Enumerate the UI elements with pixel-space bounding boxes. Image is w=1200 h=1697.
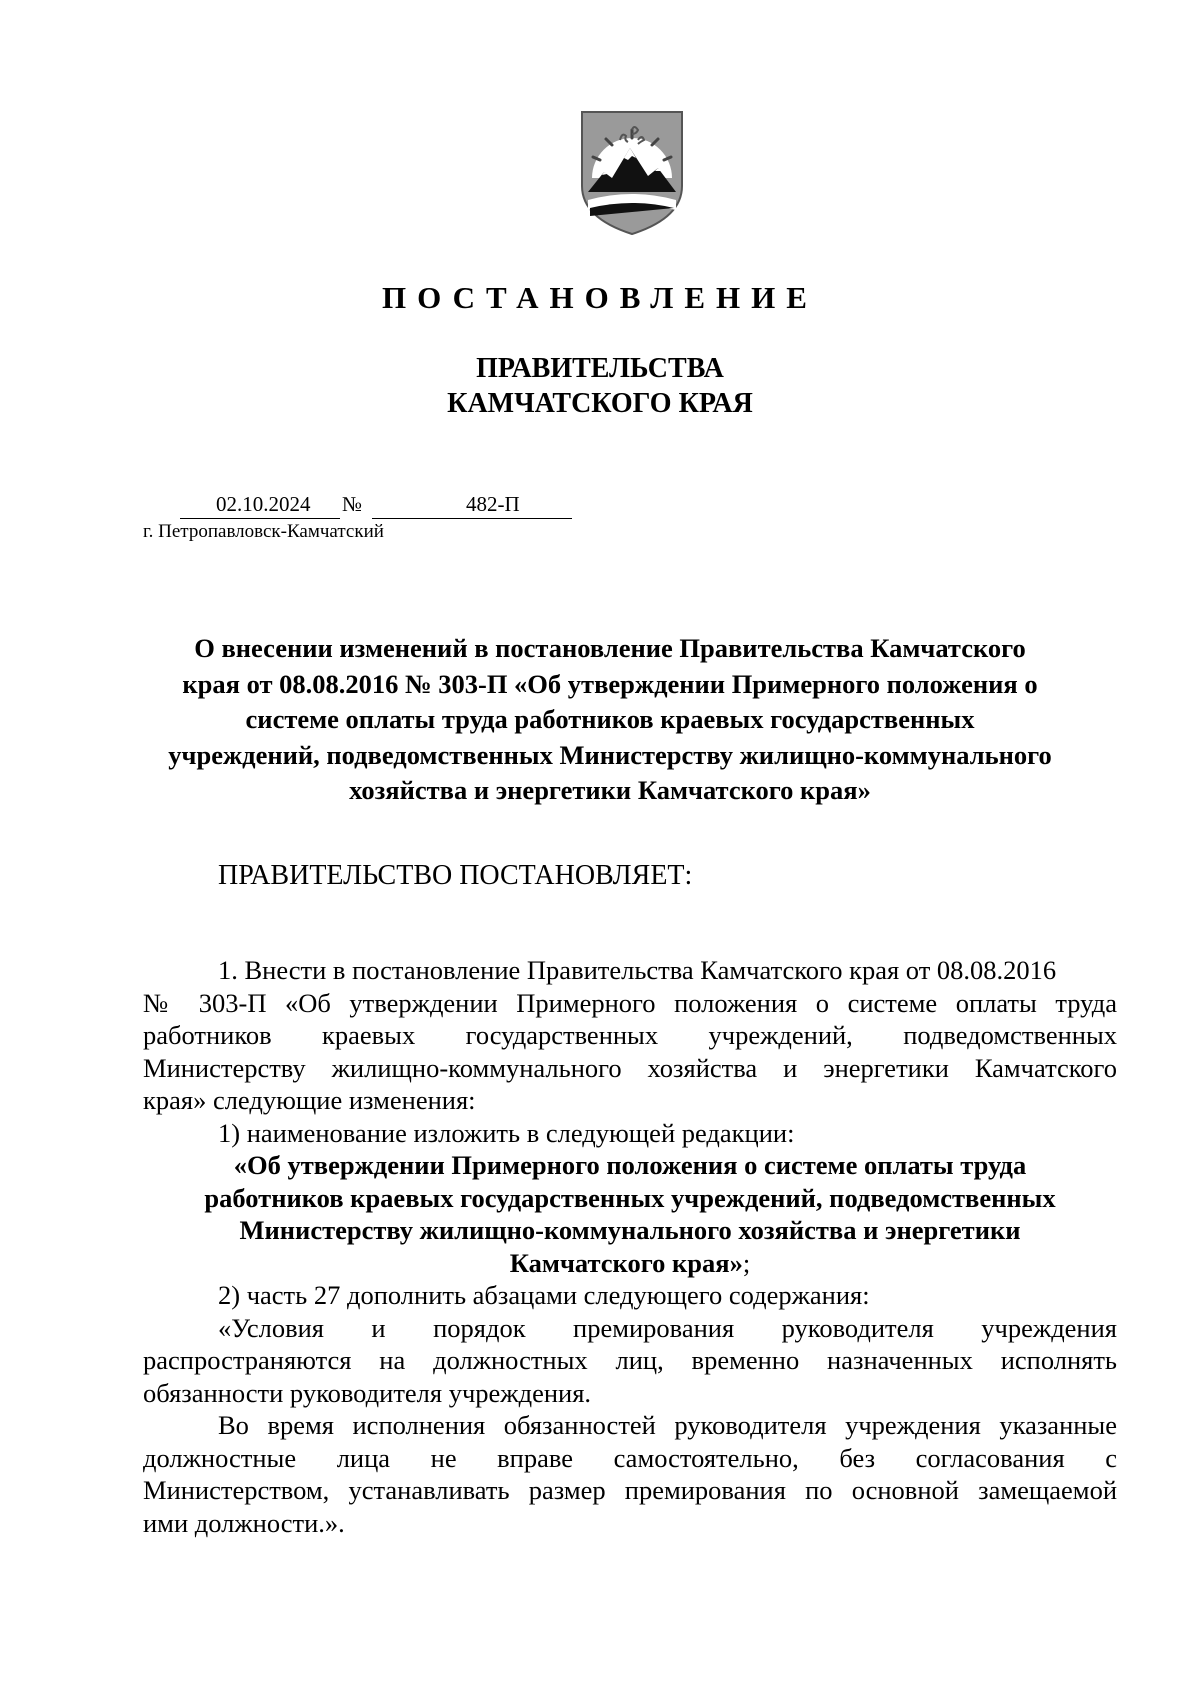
date-number-row (180, 492, 600, 522)
heading-line: края от 08.08.2016 № 303-П «Об утверждении Примерного положения о (182, 668, 1038, 699)
decree-phrase: ПРАВИТЕЛЬСТВО ПОСТАНОВЛЯЕТ: (218, 860, 693, 891)
para-1-line: обязанности руководителя учреждения. (143, 1377, 592, 1408)
heading-line: системе оплаты труда работников краевых государственных (245, 704, 975, 734)
quote-line: Министерству жилищно-коммунального хозяйства и энергетики (239, 1215, 1021, 1245)
issuer-line-2: КАМЧАТСКОГО КРАЯ (447, 388, 753, 419)
subitem-1-intro: 1) наименование изложить в следующей редакции: (218, 1117, 795, 1148)
document-title: ПОСТАНОВЛЕНИЕ (382, 280, 818, 315)
heading-line: учреждений, подведомственных Министерству жилищно-коммунального (168, 739, 1052, 770)
quote-line: «Об утверждении Примерного положения о системе оплаты труда (233, 1150, 1027, 1180)
para-2-line: ими должности.». (143, 1507, 345, 1538)
heading-line: хозяйства и энергетики Камчатского края» (349, 775, 871, 805)
item-1-line: Министерству жилищно-коммунального хозяйства и энергетики Камчатского (143, 1052, 1117, 1083)
quote-line: Камчатского края» (509, 1247, 743, 1278)
para-1-line: «Условия и порядок премирования руководителя учреждения (218, 1312, 1117, 1343)
quote-line-last (143, 1247, 1117, 1280)
kamchatka-coat-of-arms-icon (578, 108, 686, 238)
item-1 (143, 954, 1117, 1539)
number-sign: № (342, 492, 363, 516)
number-underline (372, 518, 572, 519)
city: г. Петропавловск-Камчатский (143, 521, 384, 542)
subitem-2-intro: 2) часть 27 дополнить абзацами следующего содержания: (218, 1280, 870, 1310)
heading-line: О внесении изменений в постановление Правительства Камчатского (194, 633, 1026, 663)
quote-end-punct: ; (742, 1247, 751, 1278)
para-2-line: Министерством, устанавливать размер премирования по основной замещаемой (143, 1475, 1117, 1505)
date-underline (180, 518, 340, 519)
para-1-line: распространяются на должностных лиц, временно назначенных исполнять (143, 1345, 1117, 1375)
issuer-line-1: ПРАВИТЕЛЬСТВА (476, 353, 724, 384)
quote-line: работников краевых государственных учреждений, подведомственных (204, 1182, 1056, 1213)
document-number: 482-П (466, 492, 520, 516)
para-2-line: должностные лица не вправе самостоятельно, без согласования с (143, 1442, 1117, 1473)
item-1-line: работников краевых государственных учреждений, подведомственных (143, 1020, 1117, 1050)
item-1-line: 1. Внести в постановление Правительства Камчатского края от 08.08.2016 (218, 955, 1057, 985)
item-1-line: № 303-П «Об утверждении Примерного положения о системе оплаты труда (143, 987, 1117, 1018)
para-2-line: Во время исполнения обязанностей руководителя учреждения указанные (218, 1410, 1117, 1440)
document-heading (130, 631, 1090, 809)
item-1-line: края» следующие изменения: (143, 1085, 476, 1115)
document-date: 02.10.2024 (216, 492, 311, 516)
